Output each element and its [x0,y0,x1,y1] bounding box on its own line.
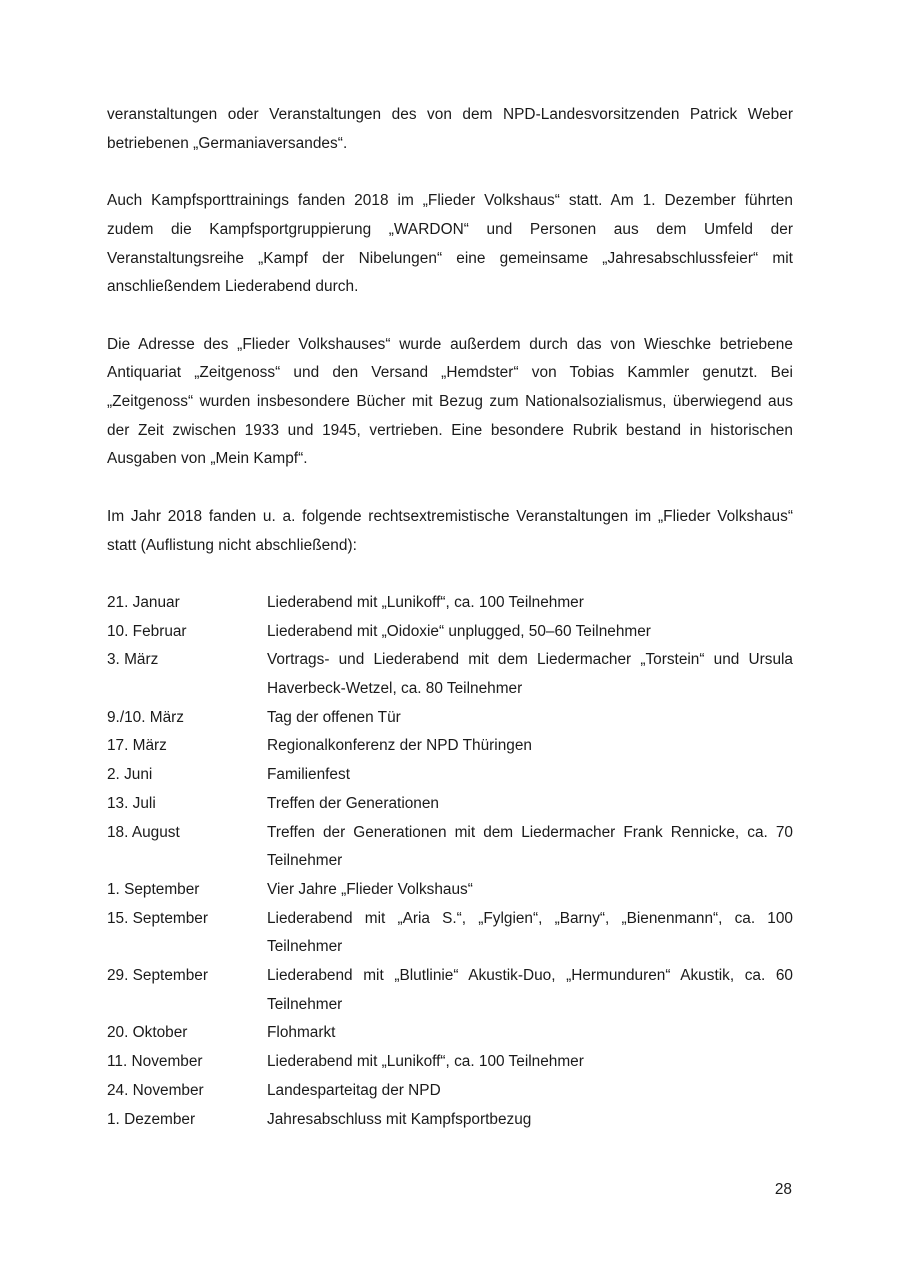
event-date: 18. August [107,823,180,841]
event-row [107,1106,793,1135]
event-row [107,905,793,962]
event-date: 15. September [107,909,208,927]
event-row [107,790,793,819]
event-date: 13. Juli [107,794,156,812]
event-description: Jahresabschluss mit Kampfsportbezug [267,1110,532,1128]
event-row [107,819,793,876]
page-content [107,101,793,1134]
event-row [107,732,793,761]
paragraph-event-list-intro: Im Jahr 2018 fanden u. a. folgende rechtsextremistische Veranstaltungen im „Flieder Volkshaus“ statt (Auflistung nicht abschließend): [107,507,793,554]
event-list [107,589,793,1134]
event-date: 24. November [107,1081,204,1099]
event-row [107,704,793,733]
event-date: 1. September [107,880,200,898]
event-row [107,589,793,618]
event-description: Familienfest [267,766,350,784]
event-description: Vier Jahre „Flieder Volkshaus“ [267,880,473,898]
event-row [107,646,793,703]
event-description: Liederabend mit „Blutlinie“ Akustik-Duo, „Hermunduren“ Akustik, ca. 60 Teilnehmer [267,967,793,1013]
event-description: Treffen der Generationen mit dem Liedermacher Frank Rennicke, ca. 70 Teilnehmer [267,823,793,870]
event-date: 20. Oktober [107,1024,188,1042]
paragraph-kampfsport: Auch Kampfsporttrainings fanden 2018 im „Flieder Volkshaus“ statt. Am 1. Dezember führten zudem die Kampfsportgruppierung „WARDON“ und Personen aus dem Umfeld der Veranstaltungsreihe „Kampf der Nibelungen“ eine gemeinsame „Jahresabschlussfeier“ mit anschließendem Liederabend durch. [107,192,793,296]
paragraph-intro-continuation: veranstaltungen oder Veranstaltungen des von dem NPD-Landesvorsitzenden Patrick Weber betriebenen „Germaniaversandes“. [107,106,793,152]
event-description: Vortrags- und Liederabend mit dem Liedermacher „Torstein“ und Ursula Haverbeck-Wetzel, ca. 80 Teilnehmer [267,651,793,697]
event-date: 3. März [107,651,159,669]
event-description: Landesparteitag der NPD [267,1081,441,1099]
event-date: 9./10. März [107,708,184,726]
event-description: Tag der offenen Tür [267,708,401,726]
event-description: Liederabend mit „Lunikoff“, ca. 100 Teilnehmer [267,1053,584,1071]
event-date: 2. Juni [107,766,153,784]
event-row [107,1019,793,1048]
event-row [107,876,793,905]
event-row [107,1077,793,1106]
event-row [107,1048,793,1077]
event-date: 21. Januar [107,593,180,611]
event-date: 11. November [107,1053,203,1071]
event-description: Flohmarkt [267,1024,336,1042]
event-description: Liederabend mit „Aria S.“, „Fylgien“, „Barny“, „Bienenmann“, ca. 100 Teilnehmer [267,909,793,956]
event-date: 17. März [107,737,167,755]
page-number: 28 [774,1181,792,1198]
event-description: Liederabend mit „Oidoxie“ unplugged, 50–60 Teilnehmer [267,622,651,640]
event-date: 1. Dezember [107,1110,196,1128]
event-description: Treffen der Generationen [267,794,439,812]
event-description: Regionalkonferenz der NPD Thüringen [267,737,532,755]
event-description: Liederabend mit „Lunikoff“, ca. 100 Teilnehmer [267,593,584,611]
event-row [107,761,793,790]
event-row [107,962,793,1019]
event-row [107,618,793,647]
event-date: 10. Februar [107,622,187,640]
event-date: 29. September [107,967,208,985]
paragraph-antiquariat: Die Adresse des „Flieder Volkshauses“ wurde außerdem durch das von Wieschke betriebene Antiquariat „Zeitgenoss“ und den Versand „Hemdster“ von Tobias Kammler genutzt. Bei „Zeitgenoss“ wurden insbesondere Bücher mit Bezug zum Nationalsozialismus, überwiegend aus der Zeit zwischen 1933 und 1945, vertrieben. Eine besondere Rubrik bestand in historischen Ausgaben von „Mein Kampf“. [107,335,793,468]
